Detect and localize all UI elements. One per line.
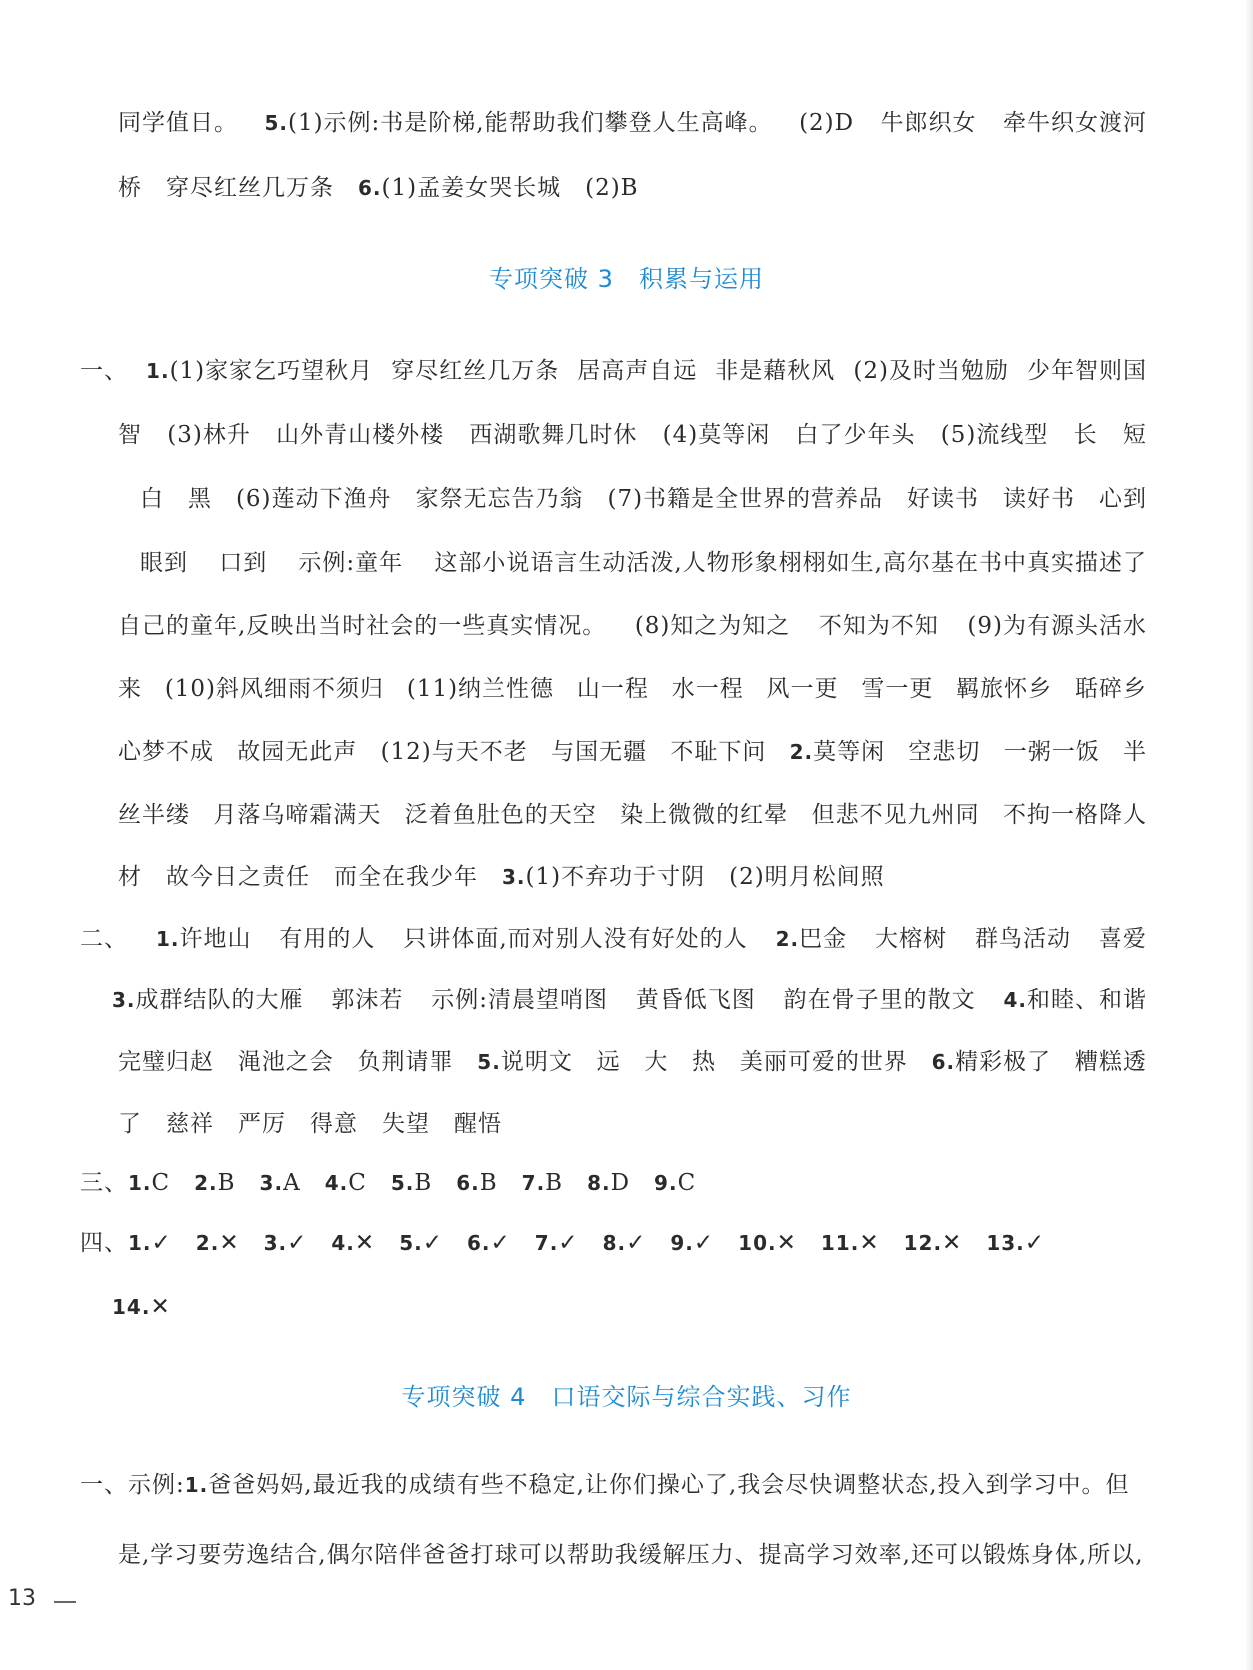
answer-segment [118,420,142,450]
page-number: 13 [8,1586,36,1611]
answer-segment [118,864,502,890]
answer-segment [80,356,128,386]
answer-segment [577,356,697,386]
answer-line [0,1047,1253,1077]
answer-text: 染上微微的红晕 [620,802,789,828]
question-number: 4. [324,1171,349,1195]
answer-segment [663,420,771,450]
answer-text: B [414,1170,457,1196]
question-number: 11. [820,1231,860,1255]
answer-text: 不拘一格降人 [1002,802,1147,828]
answer-segment [799,108,854,138]
answer-text: 一、 [80,358,128,384]
answer-segment [298,548,403,578]
section-heading-3: 专项突破 3 积累与运用 [489,265,764,293]
answer-line [0,484,1253,514]
answer-text: 莫等闲 [813,739,886,765]
answer-text: ✓ [422,1230,467,1256]
answer-segment [358,175,639,201]
answer-text: 泛着鱼肚色的天空 [404,802,597,828]
answer-text: 故园无此声 [237,739,358,765]
question-number: 7. [534,1231,559,1255]
answer-segment [715,356,835,386]
answer-text: 三、 [80,1170,128,1196]
question-number: 8. [602,1231,627,1255]
answer-line [0,611,1253,641]
answer-segment [391,1170,456,1196]
answer-text: 月落乌啼霜满天 [213,802,382,828]
answer-segment [434,548,1147,578]
answer-text: 是,学习要劳逸结合,偶尔陪伴爸爸打球可以帮助我缓解压力、提高学习效率,还可以锻炼身体,所以, [118,1542,1144,1568]
answer-segment [407,674,554,704]
answer-text: 成群结队的大雁 [135,987,304,1013]
answer-text: 有用的人 [279,926,376,952]
answer-segment [672,674,744,704]
answer-text: 桥 穿尽红丝几万条 [118,175,358,201]
answer-text: 示例:童年 [298,550,404,576]
answer-text: ✓ [151,1230,196,1256]
answer-segment [587,1170,654,1196]
answer-text: 一粥一饭 [1003,739,1100,765]
answer-segment [80,924,128,954]
answer-segment [875,924,947,954]
question-number: 5. [264,111,288,135]
answer-segment [738,1230,821,1256]
question-number: 6. [456,1171,480,1195]
answer-text: 家祭无忘告乃翁 [415,486,584,512]
answer-segment [636,985,756,1015]
answer-segment [796,420,916,450]
answer-segment [399,1230,467,1256]
answer-text: 二、 [80,926,128,952]
question-number: 3. [502,865,526,889]
answer-segment [260,1170,325,1196]
answer-segment [185,1472,1130,1498]
answer-segment [603,1230,671,1256]
answer-text: ✕ [150,1294,171,1320]
answer-segment [112,1294,171,1320]
answer-text: 羁旅怀乡 [956,676,1053,702]
answer-segment [331,985,403,1015]
answer-text: ✓ [693,1230,739,1256]
answer-segment [264,108,772,138]
answer-segment [279,924,375,954]
question-number: 10. [738,1231,777,1255]
answer-segment [1075,1047,1147,1077]
answer-text: 渑池之会 [237,1049,334,1075]
answer-segment [1003,484,1075,514]
answer-text: 居高声自远 [577,358,698,384]
answer-segment [577,674,649,704]
answer-segment [194,1170,259,1196]
answer-text: 只讲体面,而对别人没有好处的人 [403,926,748,952]
answer-text: (1)孟姜女哭长城 (2)B [381,175,639,201]
answer-text: 穿尽红丝几万条 [391,358,560,384]
answer-line [0,862,1253,892]
answer-text: 黑 [187,486,212,512]
question-number: 4. [1003,988,1027,1012]
answer-segment [118,1047,214,1077]
answer-segment [140,484,164,514]
answer-text: ✕ [219,1230,264,1256]
answer-segment [118,800,190,830]
answer-segment [932,1047,1052,1077]
answer-text: 牵牛织女渡河 [1003,110,1147,136]
answer-segment [904,1230,987,1256]
answer-line [0,548,1253,578]
answer-text: 但悲不见九州同 [811,802,980,828]
answer-text: B [479,1170,522,1196]
answer-line [0,1109,1253,1139]
answer-text: ✓ [558,1230,603,1256]
answer-text: 长 [1073,422,1098,448]
answer-text: (10)斜风细雨不须归 [164,676,385,702]
answer-segment [118,1111,502,1137]
answer-segment [118,108,238,138]
answer-text: C [151,1170,195,1196]
question-number: 4. [331,1231,355,1255]
answer-text: 读好书 [1003,486,1075,512]
answer-segment [654,1170,696,1196]
answer-segment [403,924,747,954]
question-number: 9. [654,1171,678,1195]
answer-text: (2)及时当勉励 [853,358,1009,384]
question-number: 1. [184,1473,209,1497]
answer-segment [118,674,142,704]
answer-segment [502,864,885,890]
question-number: 14. [112,1295,151,1319]
answer-text: 黄昏低飞图 [635,987,756,1013]
answer-segment [975,924,1071,954]
answer-text: 爸爸妈妈,最近我的成绩有些不稳定,让你们操心了,我会尽快调整状态,投入到学习中。但 [208,1472,1130,1498]
answer-segment [467,1230,535,1256]
answer-segment [670,1230,738,1256]
answer-segment [635,611,791,641]
answer-segment [908,737,980,767]
answer-text: A [283,1170,325,1196]
answer-text: 眼到 [140,550,188,576]
answer-text: ✕ [776,1230,821,1256]
answer-text: ✓ [490,1230,535,1256]
answer-line [0,737,1253,767]
answer-segment [881,108,977,138]
answer-text: D [610,1170,655,1196]
question-number: 2. [789,740,814,764]
answer-text: 空悲切 [908,739,981,765]
answer-text: (11)纳兰性德 [406,676,555,702]
answer-text: 雪一更 [861,676,934,702]
answer-text: 郭沫若 [331,987,404,1013]
answer-text: (1)不弃功于寸阴 (2)明月松间照 [525,864,885,890]
answer-segment [1074,420,1098,450]
answer-text: 牛郎织女 [880,110,977,136]
answer-text: 了 慈祥 严厉 得意 失望 醒悟 [118,1111,502,1137]
answer-text: 半 [1122,739,1147,765]
answer-segment [358,1047,454,1077]
answer-segment [740,1047,908,1077]
answer-segment [784,985,976,1015]
question-number: 1. [146,359,170,383]
answer-text: 风一更 [766,676,839,702]
answer-line [0,1540,1253,1570]
answer-segment [670,737,766,767]
answer-line [0,1470,1253,1500]
answer-segment [128,1170,194,1196]
answer-text: 和睦、和谐 [1027,987,1147,1013]
answer-text: 大 [644,1049,669,1075]
answer-text: 许地山 [179,926,252,952]
answer-segment [767,674,839,704]
question-number: 1. [128,1231,152,1255]
question-number: 2. [775,927,800,951]
answer-text: 美丽可爱的世界 [739,1049,908,1075]
answer-segment [416,484,584,514]
answer-text: 热 [692,1049,717,1075]
answer-text: ✕ [859,1230,904,1256]
answer-text: 水一程 [671,676,744,702]
answer-text: (2)D [799,110,855,136]
answer-segment [80,1472,185,1498]
answer-text: 心到 [1098,486,1147,512]
answer-text: (9)为有源头活水 [967,613,1147,639]
answer-text: ✓ [626,1230,671,1256]
answer-line [0,420,1253,450]
answer-segment [986,1230,1045,1256]
question-number: 1. [155,927,180,951]
question-number: 3. [263,1231,288,1255]
answer-text: 远 [596,1049,621,1075]
answer-text: 山一程 [576,676,649,702]
answer-text: 韵在骨子里的散文 [783,987,976,1013]
answer-text: (6)莲动下渔舟 [235,486,392,512]
answer-text: 群鸟活动 [974,926,1071,952]
answer-text: 同学值日。 [118,110,238,136]
answer-text: 四、 [80,1230,128,1256]
answer-segment [118,737,214,767]
answer-segment [167,420,251,450]
answer-text: 西湖歌舞几时休 [469,422,638,448]
answer-segment [1075,674,1147,704]
answer-segment [1027,356,1147,386]
answer-text: (12)与天不老 [380,739,528,765]
question-number: 3. [259,1171,284,1195]
answer-segment [456,1170,521,1196]
answer-segment [331,1230,399,1256]
answer-line [0,985,1253,1015]
answer-text: 负荆请罪 [357,1049,454,1075]
answer-segment [165,674,384,704]
answer-segment [692,1047,716,1077]
answer-text: 自己的童年,反映出当时社会的一些真实情况。 [118,613,607,639]
answer-segment [188,484,212,514]
answer-text: (1)家家乞巧望秋月 [169,358,374,384]
answer-segment [812,800,980,830]
answer-text: (3)林升 [167,422,251,448]
answer-segment [1003,800,1147,830]
answer-text: 与国无疆 [551,739,648,765]
answer-text: 白了少年头 [795,422,916,448]
answer-text: 完璧归赵 [118,1049,214,1075]
answer-segment [140,548,188,578]
answer-segment [522,1170,587,1196]
answer-text: 心梦不成 [118,739,214,765]
answer-text: ✕ [942,1230,987,1256]
answer-segment [276,420,444,450]
answer-segment [790,737,886,767]
answer-text: 来 [118,676,142,702]
answer-segment [861,674,933,704]
answer-segment [1003,108,1147,138]
question-number: 3. [112,988,136,1012]
answer-segment [469,420,637,450]
answer-segment [431,985,608,1015]
answer-text: (4)莫等闲 [662,422,771,448]
answer-text: 聒碎乡 [1074,676,1147,702]
answer-segment [213,800,381,830]
answer-segment [967,611,1147,641]
question-number: 6. [466,1231,491,1255]
answer-segment [1123,420,1147,450]
answer-segment [607,484,883,514]
answer-segment [907,484,979,514]
answer-segment [118,1542,1144,1568]
answer-text: ✓ [1024,1230,1046,1256]
answer-segment [219,548,267,578]
answer-segment [325,1170,391,1196]
answer-text: 一、示例: [80,1472,185,1498]
question-number: 5. [390,1171,415,1195]
answer-text: ✕ [354,1230,400,1256]
question-number: 5. [477,1050,501,1074]
answer-segment [238,1047,334,1077]
answer-text: (8)知之为知之 [634,613,791,639]
answer-segment [1003,985,1147,1015]
answer-text: 说明文 [500,1049,573,1075]
answer-text: 山外青山楼外楼 [276,422,445,448]
answer-text: 大榕树 [875,926,948,952]
answer-text: 丝半缕 [118,802,190,828]
answer-segment [128,1230,196,1256]
answer-text: B [217,1170,260,1196]
answer-text: 少年智则国 [1026,358,1147,384]
answer-segment [551,737,647,767]
answer-line [0,674,1253,704]
question-number: 2. [195,1231,220,1255]
answer-segment [620,800,788,830]
answer-segment [1004,737,1100,767]
answer-text: 非是藉秋风 [715,358,836,384]
answer-text: 不耻下问 [670,739,767,765]
answer-text: 材 故今日之责任 而全在我少年 [118,864,502,890]
question-number: 12. [903,1231,943,1255]
answer-line [0,1168,1253,1198]
answer-text: 白 [140,486,164,512]
answer-segment [819,611,939,641]
answer-segment [644,1047,668,1077]
answer-text: 精彩极了 [955,1049,1052,1075]
answer-text: C [348,1170,391,1196]
question-number: 13. [986,1231,1025,1255]
answer-segment [264,1230,332,1256]
answer-line [0,924,1253,954]
answer-line [0,356,1253,386]
question-number: 8. [587,1171,611,1195]
answer-segment [236,484,392,514]
answer-segment [956,674,1052,704]
question-number: 6. [358,176,382,200]
answer-segment [1099,484,1147,514]
question-number: 7. [521,1171,546,1195]
page-number-rule [54,1601,76,1603]
answer-segment [146,356,373,386]
answer-line [0,800,1253,830]
answer-text: 糟糕透 [1074,1049,1147,1075]
answer-segment [535,1230,603,1256]
answer-segment [80,1230,128,1256]
answer-segment [381,737,528,767]
answer-text: 好读书 [907,486,980,512]
answer-segment [853,356,1009,386]
answer-segment [821,1230,904,1256]
answer-segment [391,356,559,386]
page-edge-shadow [1245,0,1253,1670]
answer-text: 口到 [219,550,268,576]
answer-segment [196,1230,264,1256]
answer-text: 智 [118,422,142,448]
question-number: 5. [399,1231,423,1255]
question-number: 9. [670,1231,694,1255]
question-number: 1. [128,1171,152,1195]
answer-text: 短 [1122,422,1147,448]
answer-segment [118,175,358,201]
answer-segment [776,924,848,954]
answer-segment [1099,924,1147,954]
answer-line [0,1228,1253,1258]
answer-text: 喜爱 [1098,926,1147,952]
answer-text: C [677,1170,697,1196]
answer-line [0,173,1253,203]
answer-text: B [545,1170,588,1196]
answer-segment [597,1047,621,1077]
answer-text: (1)示例:书是阶梯,能帮助我们攀登人生高峰。 [287,110,773,136]
answer-text: (5)流线型 [940,422,1049,448]
answer-segment [405,800,597,830]
answer-segment [1123,737,1147,767]
answer-segment [156,924,252,954]
answer-line [0,108,1253,138]
section-heading-4: 专项突破 4 口语交际与综合实践、习作 [401,1383,852,1411]
answer-segment [112,985,304,1015]
question-number: 2. [194,1171,218,1195]
question-number: 6. [931,1050,956,1074]
answer-segment [237,737,357,767]
answer-text: 这部小说语言生动活泼,人物形象栩栩如生,高尔基在书中真实描述了 [434,550,1147,576]
answer-text: 不知为不知 [818,613,939,639]
answer-text: 示例:清晨望哨图 [431,987,608,1013]
answer-text: 巴金 [799,926,848,952]
answer-segment [118,611,606,641]
answer-segment [941,420,1049,450]
answer-line [0,1292,1253,1322]
answer-text: (7)书籍是全世界的营养品 [607,486,884,512]
answer-text: ✓ [287,1230,332,1256]
answer-segment [477,1047,573,1077]
answer-segment [80,1170,128,1196]
